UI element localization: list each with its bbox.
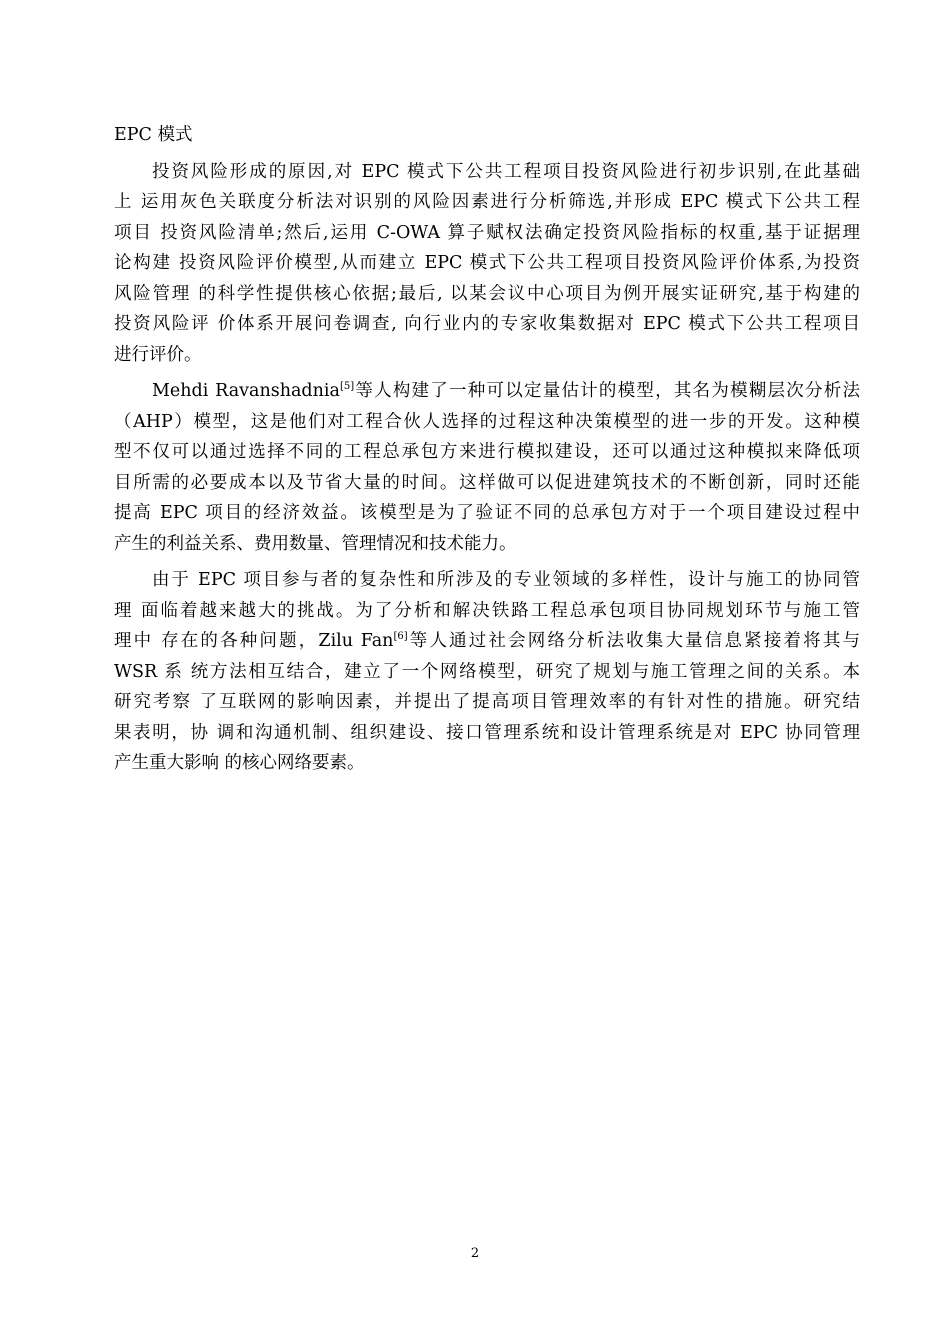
page-number: 2 — [470, 1246, 480, 1261]
text-line: 项目 投资风险清单;然后,运用 C-OWA 算子赋权法确定投资风险指标的权重,基于证据理 — [114, 222, 860, 243]
text-line: 研究考察 了互联网的影响因素，并提出了提高项目管理效率的有针对性的措施。研究结 — [114, 692, 860, 712]
text-line: 进行评价。 — [114, 344, 202, 365]
section-heading: EPC 模式 — [114, 125, 193, 145]
text-line: WSR 系 统方法相互结合，建立了一个网络模型，研究了规划与施工管理之间的关系。本 — [114, 661, 860, 682]
text-line — [114, 626, 860, 657]
citation-ref: [6] — [393, 631, 408, 642]
text-line: 风险管理 的科学性提供核心依据;最后, 以某会议中心项目为例开展实证研究,基于构建的 — [114, 283, 860, 304]
text-line: 上 运用灰色关联度分析法对识别的风险因素进行分析筛选,并形成 EPC 模式下公共工程 — [114, 192, 860, 212]
text-line: 目所需的必要成本以及节省大量的时间。这样做可以促进建筑技术的不断创新，同时还能 — [114, 472, 860, 493]
citation-ref: [5] — [339, 381, 355, 392]
author-name: Mehdi Ravanshadnia — [152, 381, 340, 401]
text-line: 投资风险评 价体系开展问卷调查, 向行业内的专家收集数据对 EPC 模式下公共工程项目 — [114, 314, 860, 334]
text-line: （AHP）模型，这是他们对工程合伙人选择的过程这种决策模型的进一步的开发。这种模 — [114, 411, 860, 432]
text-line: 产生的利益关系、费用数量、管理情况和技术能力。 — [114, 533, 517, 554]
text-line: 投资风险形成的原因,对 EPC 模式下公共工程项目投资风险进行初步识别,在此基础 — [152, 161, 860, 182]
paragraph-3 — [114, 565, 860, 779]
text-run: 等人构建了一种可以定量估计的模型，其名为模糊层次分析法 — [354, 381, 860, 401]
paragraph-2 — [114, 376, 860, 559]
text-line: 果表明，协 调和沟通机制、组织建设、接口管理系统和设计管理系统是对 EPC 协同管理 — [114, 722, 860, 743]
text-line: 论构建 投资风险评价模型,从而建立 EPC 模式下公共工程项目投资风险评价体系,为投资 — [114, 253, 860, 273]
text-line: 提高 EPC 项目的经济效益。该模型是为了验证不同的总承包方对于一个项目建设过程中 — [114, 503, 860, 523]
document-body — [114, 120, 860, 779]
text-line: 型不仅可以通过选择不同的工程总承包方来进行模拟建设，还可以通过这种模拟来降低项 — [114, 442, 860, 462]
text-run: 等人通过社会网络分析法收集大量信息紧接着将其与 — [407, 631, 860, 651]
text-line — [114, 376, 860, 407]
text-line: 产生重大影响 的核心网络要素。 — [114, 753, 365, 773]
text-run: 理中 存在的各种问题，Zilu Fan — [114, 631, 394, 651]
paragraph-1 — [114, 157, 860, 371]
text-line: 由于 EPC 项目参与者的复杂性和所涉及的专业领域的多样性，设计与施工的协同管 — [152, 570, 860, 590]
text-line: 理 面临着越来越大的挑战。为了分析和解决铁路工程总承包项目协同规划环节与施工管 — [114, 600, 860, 621]
